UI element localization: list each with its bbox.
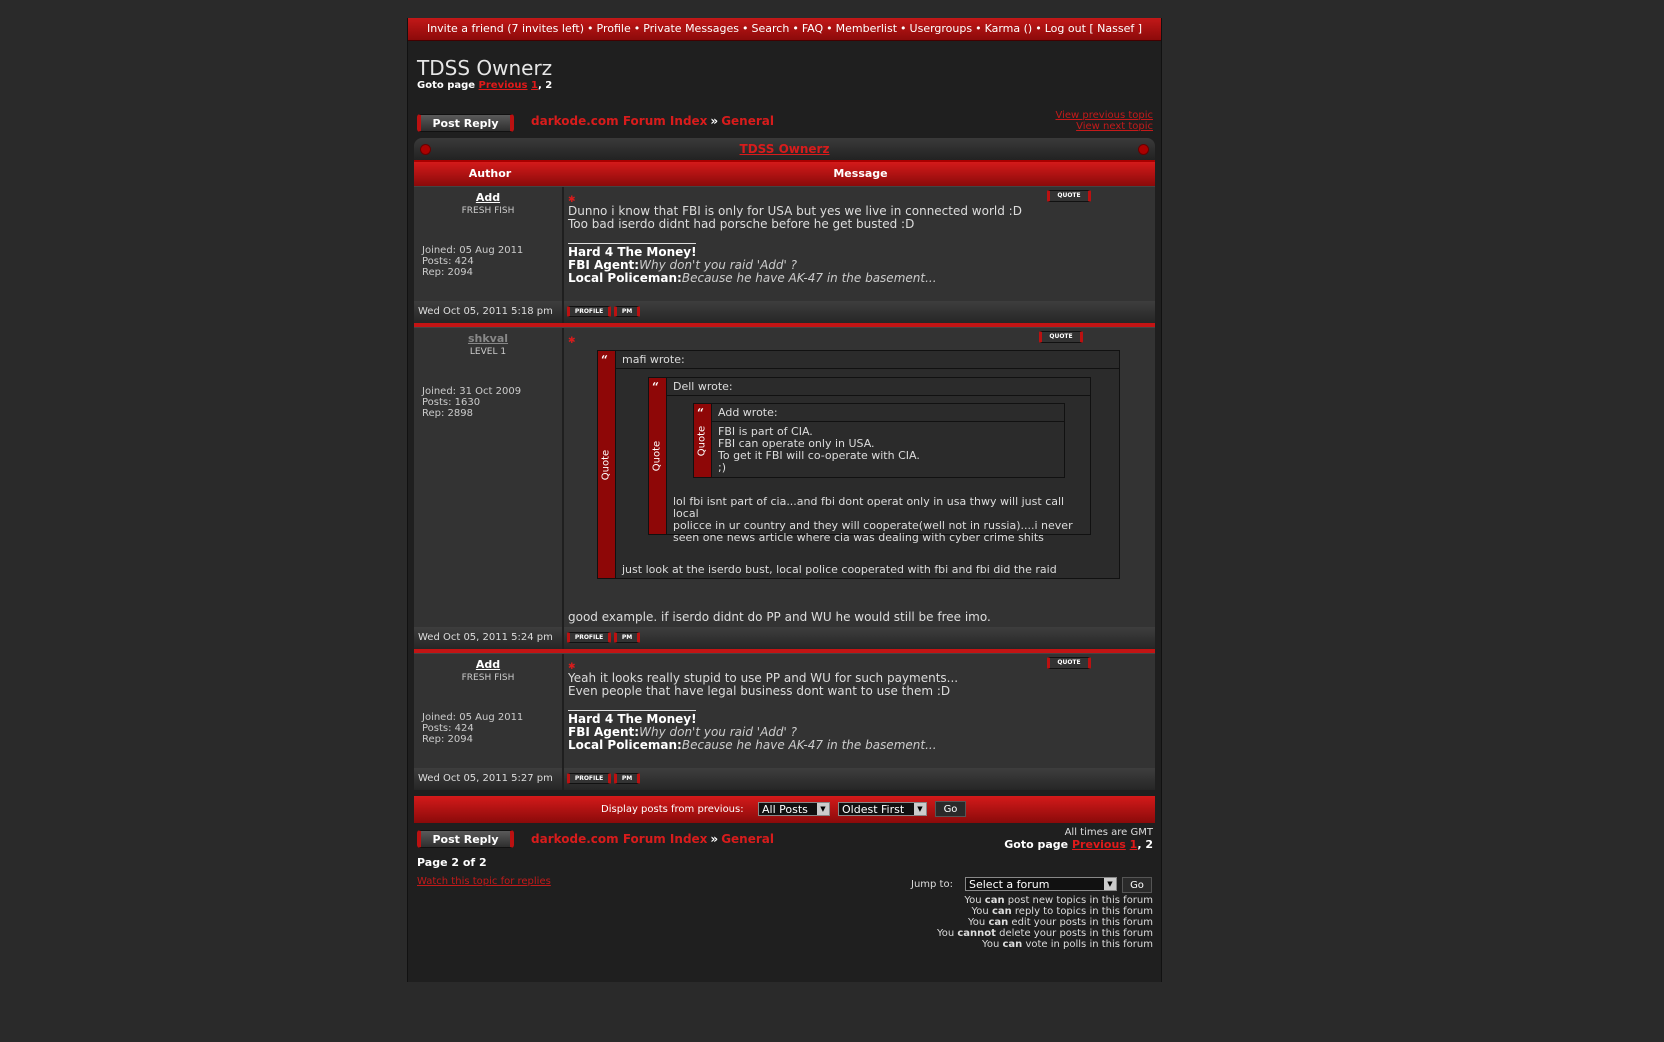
post-marker-icon: ✱ (568, 336, 576, 346)
author-info: Joined: 05 Aug 2011 Posts: 424 Rep: 2094 (422, 245, 524, 278)
profile-button[interactable]: PROFILE (567, 632, 611, 643)
message-column-header: Message (833, 167, 888, 180)
author-info: Joined: 31 Oct 2009 Posts: 1630 Rep: 2898 (422, 386, 522, 419)
forum-permissions (937, 895, 1153, 950)
watch-topic-link[interactable]: Watch this topic for replies (417, 876, 551, 887)
author-name-link[interactable]: Add (475, 191, 501, 204)
post-message-cell (564, 328, 1155, 627)
permission-line: You can reply to topics in this forum (971, 906, 1153, 917)
nav-faq-link[interactable]: FAQ (801, 22, 824, 35)
quote-block (648, 377, 1091, 544)
quote-header: Dell wrote: (667, 378, 1090, 396)
post-body: Yeah it looks really stupid to use PP and WU for such payments... Even people that have legal business dont want to use them :D (568, 671, 959, 698)
post-marker-icon: ✱ (568, 662, 576, 672)
dropdown-arrow-icon: ▼ (817, 803, 829, 815)
jump-to-label: Jump to: (911, 879, 953, 890)
post-signature: Hard 4 The Money! FBI Agent:Why don't you raid 'Add' ? Local Policeman:Because he have AK-47 in the basement... (568, 712, 937, 752)
permission-line: You can post new topics in this forum (964, 895, 1153, 906)
dropdown-arrow-icon: ▼ (1104, 878, 1116, 890)
top-navigation: Invite a friend (7 invites left) • Profile • Private Messages • Search • FAQ • Memberlist • Usergroups • Karma () • Log out [ Nassef ] (408, 18, 1161, 41)
goto-previous-link[interactable]: Previous (478, 80, 528, 91)
author-rank: FRESH FISH (461, 206, 515, 216)
author-column-header: Author (468, 167, 512, 180)
post-row (414, 327, 1155, 627)
nav-private-messages-link[interactable]: Private Messages (643, 22, 740, 35)
breadcrumb-bottom: darkode.com Forum Index » General (531, 832, 774, 846)
display-go-button[interactable]: Go (935, 801, 966, 817)
column-headers (414, 162, 1155, 186)
post-author-cell (414, 328, 564, 627)
quote-bar: “ Quote (694, 404, 712, 477)
nav-search-link[interactable]: Search (751, 22, 790, 35)
sort-order-select[interactable]: Oldest First ▼ (838, 802, 927, 816)
profile-button[interactable]: PROFILE (567, 773, 611, 784)
author-name-link[interactable]: shkval (467, 332, 509, 345)
quote-text: just look at the iserdo bust, local police cooperated with fbi and fbi did the raid (622, 563, 1057, 576)
page-wrapper (407, 18, 1162, 982)
post-message-cell (564, 187, 1155, 301)
decorative-dot-icon (420, 144, 431, 155)
breadcrumb-forum-index-link[interactable]: darkode.com Forum Index (531, 832, 708, 846)
post-row (414, 186, 1155, 301)
author-rank: LEVEL 1 (469, 347, 507, 357)
quote-bar: “ Quote (598, 351, 616, 578)
display-options-bar (414, 796, 1155, 823)
page-info: Page 2 of 2 (417, 856, 487, 869)
table-title-bar (414, 138, 1155, 162)
goto-page-1-link[interactable]: 1 (1129, 838, 1138, 851)
goto-page-bottom: Goto page Previous 1, 2 (1004, 838, 1153, 851)
topic-title[interactable]: TDSS Ownerz (417, 56, 553, 80)
nav-karma-link[interactable]: Karma () (984, 22, 1033, 35)
posts-table (414, 138, 1155, 790)
post-signature: Hard 4 The Money! FBI Agent:Why don't you raid 'Add' ? Local Policeman:Because he have AK-47 in the basement... (568, 245, 937, 285)
author-rank: FRESH FISH (461, 673, 515, 683)
jump-to-select[interactable]: Select a forum ▼ (965, 877, 1117, 891)
quote-text: FBI is part of CIA. FBI can operate only in USA. To get it FBI will co-operate with CIA. ;) (718, 425, 920, 474)
post-date: Wed Oct 05, 2011 5:24 pm (414, 627, 564, 649)
quote-mark-icon: “ (601, 353, 608, 367)
decorative-dot-icon (1138, 144, 1149, 155)
breadcrumb: darkode.com Forum Index » General (531, 114, 774, 128)
nav-invite-link[interactable]: Invite a friend (7 invites left) (426, 22, 585, 35)
nav-usergroups-link[interactable]: Usergroups (909, 22, 973, 35)
post-date: Wed Oct 05, 2011 5:27 pm (414, 768, 564, 790)
pm-button[interactable]: PM (614, 306, 640, 317)
quote-block (597, 350, 1120, 579)
signature-divider (568, 243, 696, 244)
topic-navigation-links (1055, 110, 1153, 132)
quote-button[interactable]: QUOTE (1047, 190, 1091, 202)
signature-divider (568, 710, 696, 711)
post-author-cell (414, 187, 564, 301)
post-row (414, 653, 1155, 768)
post-body: Dunno i know that FBI is only for USA but yes we live in connected world :D Too bad iserdo didnt had porsche before he get busted :D (568, 204, 1022, 231)
breadcrumb-general-link[interactable]: General (721, 114, 774, 128)
author-name-link[interactable]: Add (475, 658, 501, 671)
post-footer (414, 627, 1155, 653)
quote-header: Add wrote: (712, 404, 1064, 422)
jump-go-button[interactable]: Go (1122, 877, 1152, 893)
nav-logout-link[interactable]: Log out [ Nassef ] (1044, 22, 1143, 35)
quote-button[interactable]: QUOTE (1047, 657, 1091, 669)
goto-previous-link[interactable]: Previous (1072, 838, 1126, 851)
breadcrumb-forum-index-link[interactable]: darkode.com Forum Index (531, 114, 708, 128)
author-info: Joined: 05 Aug 2011 Posts: 424 Rep: 2094 (422, 712, 524, 745)
quote-block (693, 403, 1065, 478)
post-message-cell (564, 654, 1155, 768)
quote-header: mafi wrote: (616, 351, 1119, 369)
nav-memberlist-link[interactable]: Memberlist (835, 22, 898, 35)
permission-line: You can edit your posts in this forum (968, 917, 1153, 928)
post-body: good example. if iserdo didnt do PP and WU he would still be free imo. (568, 610, 991, 624)
post-author-cell (414, 654, 564, 768)
quote-text: lol fbi isnt part of cia...and fbi dont operat only in usa thwy will just call local policce in ur country and they will cooperate(well not in russia)....i never seen one news article where cia was dealing with cyber crime shits (673, 495, 1073, 544)
table-topic-title-link[interactable]: TDSS Ownerz (739, 142, 830, 156)
nav-profile-link[interactable]: Profile (596, 22, 631, 35)
post-date: Wed Oct 05, 2011 5:18 pm (414, 301, 564, 323)
quote-bar: “ Quote (649, 378, 667, 534)
post-reply-button[interactable]: Post Reply (417, 114, 514, 132)
display-posts-label: Display posts from previous: (601, 804, 744, 815)
post-reply-button-bottom[interactable]: Post Reply (417, 830, 514, 848)
goto-page-1-link[interactable]: 1 (530, 80, 538, 91)
goto-page-top: Goto page Previous 1, 2 (417, 80, 553, 91)
view-next-topic-link[interactable]: View next topic (1076, 121, 1153, 132)
timezone-info: All times are GMT (1064, 827, 1153, 838)
post-footer (414, 301, 1155, 327)
dropdown-arrow-icon: ▼ (914, 803, 926, 815)
pm-button[interactable]: PM (614, 632, 640, 643)
quote-mark-icon: “ (697, 406, 704, 420)
quote-mark-icon: “ (652, 380, 659, 394)
view-previous-topic-link[interactable]: View previous topic (1055, 110, 1153, 121)
quote-button[interactable]: QUOTE (1039, 331, 1083, 343)
profile-button[interactable]: PROFILE (567, 306, 611, 317)
posts-period-select[interactable]: All Posts ▼ (758, 802, 830, 816)
permission-line: You can vote in polls in this forum (982, 939, 1153, 950)
pm-button[interactable]: PM (614, 773, 640, 784)
post-footer (414, 768, 1155, 790)
permission-line: You cannot delete your posts in this forum (936, 928, 1153, 939)
post-marker-icon: ✱ (568, 195, 576, 205)
breadcrumb-general-link[interactable]: General (721, 832, 774, 846)
